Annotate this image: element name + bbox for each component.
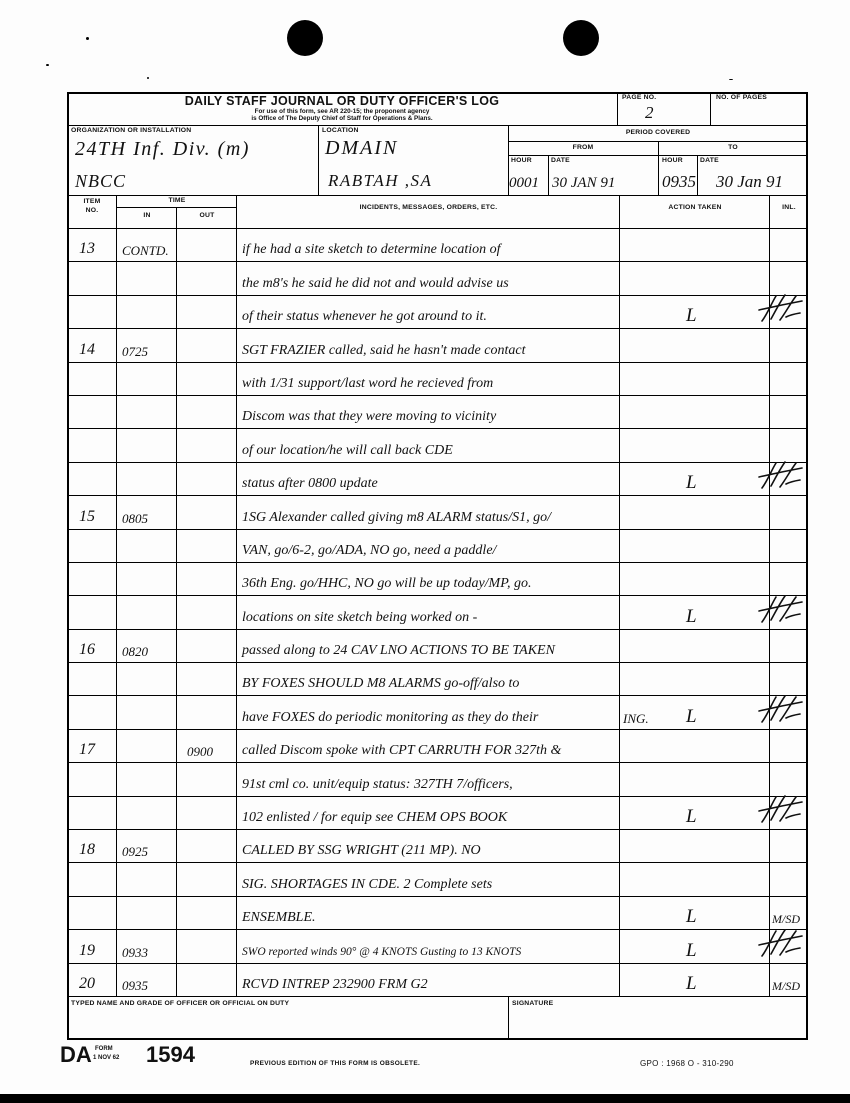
- action-taken-cell: [620, 596, 770, 628]
- to-hour-value: 0935: [662, 172, 696, 191]
- incident-text-cell: [237, 863, 620, 895]
- time-in-cell: [117, 229, 177, 261]
- time-out-cell: [177, 830, 237, 862]
- incident-text-cell: [237, 496, 620, 528]
- initials-cell: [770, 797, 808, 829]
- incident-text-value: status after 0800 update: [242, 476, 378, 492]
- from-date-value: 30 JAN 91: [552, 175, 616, 191]
- action-taken-mark: L: [686, 605, 697, 627]
- journal-row: [67, 930, 808, 963]
- time-in-cell: [117, 763, 177, 795]
- item-number-cell: [67, 463, 117, 495]
- rule-line: [67, 195, 808, 196]
- initials-value: M/SD: [772, 912, 800, 927]
- action-taken-cell: [620, 797, 770, 829]
- time-out-cell: [177, 730, 237, 762]
- punch-hole-right: [563, 20, 599, 56]
- incident-text-value: locations on site sketch being worked on -: [242, 609, 478, 625]
- time-in-value: 0935: [122, 977, 148, 993]
- incident-text-cell: [237, 897, 620, 929]
- time-out-cell: [177, 596, 237, 628]
- initials-cell: [770, 964, 808, 996]
- time-in-cell: [117, 429, 177, 461]
- incident-text-cell: [237, 596, 620, 628]
- incident-text-cell: [237, 329, 620, 361]
- action-taken-cell: [620, 262, 770, 294]
- item-number-cell: [67, 630, 117, 662]
- journal-row: [67, 763, 808, 796]
- time-out-cell: [177, 530, 237, 562]
- time-in-cell: [117, 496, 177, 528]
- rule-line: [619, 195, 620, 229]
- time-out-cell: [177, 897, 237, 929]
- time-out-cell: [177, 696, 237, 728]
- time-out-cell: [177, 863, 237, 895]
- journal-row: [67, 496, 808, 529]
- incident-text-value: 102 enlisted / for equip see CHEM OPS BOOK: [242, 810, 508, 826]
- item-number-value: 15: [79, 507, 95, 525]
- from-label: FROM: [572, 144, 594, 151]
- item-header: ITEM: [83, 198, 101, 205]
- time-in-cell: [117, 396, 177, 428]
- time-in-cell: [117, 563, 177, 595]
- from-hour-value: 0001: [509, 175, 539, 191]
- time-out-value: 0900: [187, 744, 213, 760]
- time-out-cell: [177, 797, 237, 829]
- rule-line: [508, 997, 509, 1040]
- scan-speck: [46, 64, 49, 66]
- journal-row: [67, 563, 808, 596]
- item-number-cell: [67, 696, 117, 728]
- incident-text-value: Discom was that they were moving to vicinity: [242, 409, 497, 425]
- item-number-cell: [67, 730, 117, 762]
- time-in-cell: [117, 463, 177, 495]
- action-taken-cell: [620, 396, 770, 428]
- incident-text-cell: [237, 797, 620, 829]
- action-taken-cell: [620, 830, 770, 862]
- initials-scribble: [756, 594, 804, 628]
- time-in-cell: [117, 696, 177, 728]
- incident-text-cell: [237, 229, 620, 261]
- item-number-cell: [67, 429, 117, 461]
- incident-text-value: called Discom spoke with CPT CARRUTH FOR 327th &: [242, 743, 562, 759]
- item-number-cell: [67, 262, 117, 294]
- rule-line: [236, 195, 237, 229]
- signature-label: SIGNATURE: [512, 1000, 554, 1007]
- time-in-cell: [117, 964, 177, 996]
- time-in-cell: [117, 897, 177, 929]
- time-in-cell: [117, 830, 177, 862]
- action-taken-cell: [620, 329, 770, 361]
- item-number-value: 17: [79, 741, 95, 759]
- time-in-value: 0933: [122, 944, 148, 960]
- item-number-cell: [67, 930, 117, 962]
- time-in-cell: [117, 363, 177, 395]
- rule-line: [548, 155, 549, 195]
- action-taken-cell: [620, 930, 770, 962]
- form-date: 1 NOV 62: [93, 1055, 120, 1061]
- rule-line: [176, 207, 177, 229]
- period-covered-label: PERIOD COVERED: [625, 129, 691, 136]
- form-subtitle-2: is Office of The Deputy Chief of Staff for Operations & Plans.: [251, 115, 433, 122]
- time-out-cell: [177, 396, 237, 428]
- action-taken-mark: L: [686, 472, 697, 494]
- initials-header: INL.: [782, 204, 796, 211]
- incident-text-value: SGT FRAZIER called, said he hasn't made contact: [242, 342, 526, 358]
- initials-cell: [770, 930, 808, 962]
- rule-line: [769, 195, 770, 229]
- item-number-cell: [67, 797, 117, 829]
- to-date-value: 30 Jan 91: [716, 172, 784, 191]
- action-taken-mark: L: [686, 939, 697, 961]
- rule-line: [697, 155, 698, 195]
- time-in-value: 0805: [122, 510, 148, 526]
- location-value-line-2: RABTAH ,SA: [328, 171, 433, 190]
- incident-text-value: of their status whenever he got around to it.: [242, 309, 487, 325]
- time-out-cell: [177, 496, 237, 528]
- initials-cell: [770, 830, 808, 862]
- item-no-header: NO.: [85, 207, 99, 214]
- action-taken-cell: [620, 296, 770, 328]
- rule-line: [116, 195, 117, 229]
- action-taken-cell: [620, 463, 770, 495]
- item-number-cell: [67, 663, 117, 695]
- incident-text-cell: [237, 396, 620, 428]
- item-number-value: 19: [79, 941, 95, 959]
- item-number-cell: [67, 363, 117, 395]
- time-out-cell: [177, 930, 237, 962]
- incident-text-value: the m8's he said he did not and would advise us: [242, 275, 509, 291]
- time-in-cell: [117, 630, 177, 662]
- page-no-value: 2: [645, 103, 654, 122]
- gpo-imprint: GPO : 1968 O - 310-290: [640, 1059, 734, 1068]
- incident-text-value: RCVD INTREP 232900 FRM G2: [242, 976, 428, 992]
- initials-cell: [770, 663, 808, 695]
- initials-cell: [770, 329, 808, 361]
- journal-row: [67, 296, 808, 329]
- obsolete-notice: PREVIOUS EDITION OF THIS FORM IS OBSOLETE.: [250, 1060, 421, 1067]
- initials-cell: [770, 530, 808, 562]
- time-out-cell: [177, 363, 237, 395]
- initials-cell: [770, 730, 808, 762]
- incident-text-cell: [237, 730, 620, 762]
- journal-row: [67, 530, 808, 563]
- time-in-value: 0725: [122, 343, 148, 359]
- incident-text-value: 36th Eng. go/HHC, NO go will be up today/MP, go.: [242, 576, 532, 592]
- incident-text-value: of our location/he will call back CDE: [242, 442, 453, 458]
- time-out-cell: [177, 429, 237, 461]
- action-taken-mark: L: [686, 305, 697, 327]
- journal-entries: [67, 229, 808, 997]
- action-taken-mark: L: [686, 705, 697, 727]
- action-taken-cell: [620, 663, 770, 695]
- incident-text-cell: [237, 563, 620, 595]
- item-number-cell: [67, 596, 117, 628]
- item-number-cell: [67, 830, 117, 862]
- time-in-cell: [117, 329, 177, 361]
- time-in-value: 0820: [122, 644, 148, 660]
- incident-text-cell: [237, 530, 620, 562]
- action-taken-cell: [620, 429, 770, 461]
- initials-cell: [770, 429, 808, 461]
- time-out-cell: [177, 329, 237, 361]
- time-out-cell: [177, 463, 237, 495]
- incident-text-cell: [237, 630, 620, 662]
- incident-text-value: BY FOXES SHOULD M8 ALARMS go-off/also to: [242, 676, 520, 692]
- page-no-label: PAGE NO.: [622, 94, 657, 101]
- rule-line: [318, 125, 319, 195]
- incident-text-value: CALLED BY SSG WRIGHT (211 MP). NO: [242, 843, 481, 859]
- item-number-value: 20: [79, 974, 95, 992]
- incidents-header: INCIDENTS, MESSAGES, ORDERS, ETC.: [359, 204, 498, 211]
- scan-speck: [147, 77, 149, 79]
- incident-text-cell: [237, 763, 620, 795]
- journal-row: [67, 730, 808, 763]
- punch-hole-left: [287, 20, 323, 56]
- location-label: LOCATION: [322, 127, 359, 134]
- incident-text-value: if he had a site sketch to determine location of: [242, 242, 501, 258]
- time-header: TIME: [168, 197, 186, 204]
- da-mark: DA: [60, 1042, 92, 1067]
- organization-value-line-1: 24TH Inf. Div. (m): [75, 138, 250, 160]
- journal-row: [67, 797, 808, 830]
- action-taken-cell: [620, 563, 770, 595]
- action-taken-cell: [620, 730, 770, 762]
- initials-cell: [770, 563, 808, 595]
- rule-line: [710, 92, 711, 125]
- to-hour-label: HOUR: [662, 157, 683, 164]
- time-out-cell: [177, 663, 237, 695]
- journal-row: [67, 596, 808, 629]
- organization-value-line-2: NBCC: [75, 171, 127, 191]
- journal-row: [67, 229, 808, 262]
- journal-row: [67, 863, 808, 896]
- time-in-cell: [117, 730, 177, 762]
- action-taken-cell: [620, 496, 770, 528]
- no-of-pages-label: NO. OF PAGES: [716, 94, 767, 101]
- form-word: FORM: [95, 1046, 113, 1052]
- time-in-cell: [117, 530, 177, 562]
- journal-row: [67, 396, 808, 429]
- incident-text-value: VAN, go/6-2, go/ADA, NO go, need a paddle/: [242, 542, 497, 558]
- incident-text-value: SIG. SHORTAGES IN CDE. 2 Complete sets: [242, 876, 493, 892]
- initials-scribble: [756, 794, 804, 828]
- action-taken-mark: L: [686, 806, 697, 828]
- time-in-cell: [117, 930, 177, 962]
- item-number-cell: [67, 229, 117, 261]
- item-number-cell: [67, 863, 117, 895]
- incident-text-cell: [237, 429, 620, 461]
- item-number-cell: [67, 530, 117, 562]
- action-taken-header: ACTION TAKEN: [668, 204, 722, 211]
- form-title: DAILY STAFF JOURNAL OR DUTY OFFICER'S LOG: [184, 94, 500, 108]
- time-in-cell: [117, 296, 177, 328]
- journal-row: [67, 696, 808, 729]
- time-in-value: 0925: [122, 844, 148, 860]
- time-out-header: OUT: [199, 212, 215, 219]
- action-taken-mark: L: [686, 906, 697, 928]
- item-number-cell: [67, 763, 117, 795]
- incident-text-cell: [237, 463, 620, 495]
- journal-row: [67, 663, 808, 696]
- incident-text-value: with 1/31 support/last word he recieved from: [242, 375, 494, 391]
- initials-cell: [770, 897, 808, 929]
- time-out-cell: [177, 262, 237, 294]
- action-taken-cell: [620, 863, 770, 895]
- journal-row: [67, 429, 808, 462]
- action-taken-cell: [620, 964, 770, 996]
- initials-scribble: [756, 293, 804, 327]
- incident-text-cell: [237, 262, 620, 294]
- time-out-cell: [177, 630, 237, 662]
- journal-row: [67, 463, 808, 496]
- time-out-cell: [177, 763, 237, 795]
- journal-row: [67, 964, 808, 997]
- initials-cell: [770, 863, 808, 895]
- time-in-value: CONTD.: [122, 243, 169, 259]
- organization-label: ORGANIZATION OR INSTALLATION: [71, 127, 192, 134]
- rule-line: [117, 207, 237, 208]
- from-hour-label: HOUR: [511, 157, 532, 164]
- initials-cell: [770, 696, 808, 728]
- incident-text-cell: [237, 663, 620, 695]
- incident-text-value: have FOXES do periodic monitoring as they do their: [242, 709, 539, 725]
- item-number-value: 14: [79, 340, 95, 358]
- rule-line: [617, 92, 618, 125]
- initials-cell: [770, 496, 808, 528]
- scan-speck: [729, 79, 733, 80]
- to-label: TO: [728, 144, 738, 151]
- rule-line: [67, 125, 808, 126]
- action-taken-cell: [620, 363, 770, 395]
- item-number-value: 13: [79, 240, 95, 258]
- scan-speck: [86, 37, 89, 40]
- time-out-cell: [177, 296, 237, 328]
- initials-cell: [770, 463, 808, 495]
- initials-scribble: [756, 694, 804, 728]
- incident-text-cell: [237, 696, 620, 728]
- incident-text-cell: [237, 363, 620, 395]
- time-out-cell: [177, 229, 237, 261]
- incident-text-cell: [237, 296, 620, 328]
- incident-text-value: 1SG Alexander called giving m8 ALARM status/S1, go/: [242, 509, 552, 525]
- from-date-label: DATE: [551, 157, 570, 164]
- initials-cell: [770, 229, 808, 261]
- time-out-cell: [177, 964, 237, 996]
- item-number-value: 18: [79, 841, 95, 859]
- form-number: 1594: [146, 1042, 195, 1067]
- initials-cell: [770, 596, 808, 628]
- item-number-cell: [67, 496, 117, 528]
- item-number-value: 16: [79, 641, 95, 659]
- form-subtitle-1: For use of this form, see AR 220-15; the proponent agency: [254, 108, 430, 115]
- incident-text-value: 91st cml co. unit/equip status: 327TH 7/officers,: [242, 776, 513, 792]
- item-number-cell: [67, 396, 117, 428]
- item-number-cell: [67, 897, 117, 929]
- journal-row: [67, 329, 808, 362]
- initials-scribble: [756, 928, 804, 962]
- item-number-cell: [67, 964, 117, 996]
- action-taken-cell: [620, 229, 770, 261]
- incident-text-value: ENSEMBLE.: [242, 910, 316, 926]
- to-date-label: DATE: [700, 157, 719, 164]
- time-in-header: IN: [143, 212, 151, 219]
- item-number-cell: [67, 563, 117, 595]
- time-out-cell: [177, 563, 237, 595]
- time-in-cell: [117, 863, 177, 895]
- time-in-cell: [117, 797, 177, 829]
- journal-row: [67, 262, 808, 295]
- action-taken-cell: [620, 763, 770, 795]
- rule-line: [508, 125, 509, 195]
- journal-row: [67, 830, 808, 863]
- item-number-cell: [67, 329, 117, 361]
- item-number-cell: [67, 296, 117, 328]
- officer-name-label: TYPED NAME AND GRADE OF OFFICER OR OFFICIAL ON DUTY: [71, 1000, 290, 1007]
- initials-cell: [770, 262, 808, 294]
- action-taken-cell: [620, 696, 770, 728]
- initials-cell: [770, 763, 808, 795]
- incident-text-cell: [237, 830, 620, 862]
- initials-scribble: [756, 460, 804, 494]
- incident-text-value: passed along to 24 CAV LNO ACTIONS TO BE TAKEN: [242, 643, 555, 659]
- time-in-cell: [117, 663, 177, 695]
- incident-text-cell: [237, 964, 620, 996]
- initials-cell: [770, 396, 808, 428]
- journal-row: [67, 363, 808, 396]
- initials-cell: [770, 296, 808, 328]
- location-value-line-1: DMAIN: [325, 137, 399, 159]
- time-in-cell: [117, 596, 177, 628]
- action-taken-cell: [620, 630, 770, 662]
- action-note: ING.: [623, 710, 649, 726]
- time-in-cell: [117, 262, 177, 294]
- action-taken-cell: [620, 897, 770, 929]
- incident-text-cell: [237, 930, 620, 962]
- action-taken-cell: [620, 530, 770, 562]
- rule-line: [658, 141, 659, 195]
- incident-text-value: SWO reported winds 90° @ 4 KNOTS Gusting to 13 KNOTS: [242, 946, 522, 959]
- initials-value: M/SD: [772, 978, 800, 993]
- journal-row: [67, 630, 808, 663]
- action-taken-mark: L: [686, 972, 697, 994]
- scan-edge-bar: [0, 1094, 850, 1103]
- journal-row: [67, 897, 808, 930]
- initials-cell: [770, 630, 808, 662]
- initials-cell: [770, 363, 808, 395]
